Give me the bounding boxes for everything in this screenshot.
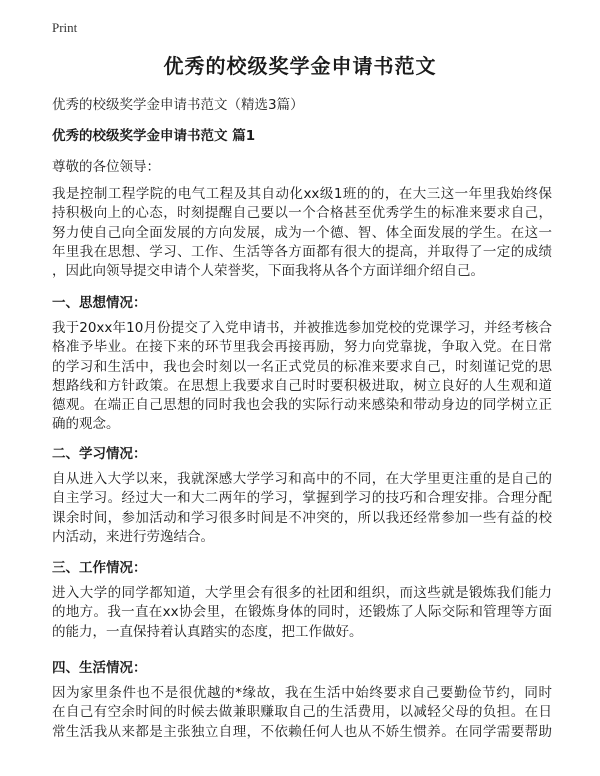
paragraph-line: 确的观念。: [52, 416, 120, 433]
paragraph-line: 的学习和生活中，我也会时刻以一名正式党员的标准来要求自己，时刻谨记党的思: [52, 358, 552, 375]
print-link[interactable]: Print: [52, 20, 78, 35]
article-heading: 优秀的校级奖学金申请书范文 篇1: [52, 128, 256, 144]
paragraph-line: 内活动，来进行劳逸结合。: [52, 528, 214, 545]
section-heading-work: 三、工作情况：: [52, 560, 147, 576]
section-paragraph-life: [52, 684, 552, 742]
section-heading-thought: 一、思想情况：: [52, 295, 147, 311]
paragraph-line: 努力使自己向全面发展的方向发展，成为一个德、智、体全面发展的学生。在这一: [52, 224, 552, 241]
paragraph-line: 自从进入大学以来，我就深感大学学习和高中的不同，在大学里更注重的是自己的: [52, 471, 552, 487]
paragraph-line: 在自己有空余时间的时候去做兼职赚取自己的生活费用，以减轻父母的负担。在日: [52, 704, 552, 721]
paragraph-line: ，因此向领导提交申请个人荣誉奖，下面我将从各个方面详细介绍自己。: [52, 263, 484, 280]
paragraph-line: 课余时间，参加活动和学习很多时间是不冲突的，所以我还经常参加一些有益的校: [52, 509, 552, 526]
paragraph-line: 我是控制工程学院的电气工程及其自动化xx级1班的的，在大三这一年里我始终保: [52, 186, 552, 202]
section-paragraph-work: [52, 584, 552, 642]
section-heading-study: 二、学习情况：: [52, 446, 147, 462]
paragraph-line: 的地方。我一直在xx协会里，在锻炼身体的同时，还锻炼了人际交际和管理等方面: [52, 604, 552, 621]
paragraph-line: 因为家里条件也不是很优越的*缘故，我在生活中始终要求自己要勤俭节约，同时: [52, 685, 552, 701]
paragraph-line: 进入大学的同学都知道，大学里会有很多的社团和组织，而这些就是锻炼我们能力: [52, 585, 552, 601]
paragraph-line: 的能力，一直保持着认真踏实的态度，把工作做好。: [52, 623, 363, 640]
paragraph-line: 想路线和方针政策。在思想上我要求自己时时要积极进取，树立良好的人生观和道: [52, 377, 552, 394]
paragraph-line: 自主学习。经过大一和大二两年的学习，掌握到学习的技巧和合理安排。合理分配: [52, 490, 552, 507]
section-paragraph-study: [52, 470, 552, 547]
document-title: 优秀的校级奖学金申请书范文: [163, 54, 437, 78]
paragraph-line: 年里我在思想、学习、工作、生活等各方面都有很大的提高，并取得了一定的成绩: [52, 243, 552, 260]
paragraph-line: 我于20xx年10月份提交了入党申请书，并被推选参加党校的党课学习，并经考核合: [52, 320, 552, 336]
paragraph-line: 格准予毕业。在接下来的环节里我会再接再励，努力向党靠拢，争取入党。在日常: [52, 339, 552, 356]
intro-paragraph: [52, 185, 552, 281]
paragraph-line: 持积极向上的心态，时刻提醒自己要以一个合格甚至优秀学生的标准来要求自己，: [52, 205, 552, 222]
section-heading-life: 四、生活情况：: [52, 660, 147, 676]
document-subtitle: 优秀的校级奖学金申请书范文（精选3篇）: [52, 97, 304, 113]
greeting: 尊敬的各位领导：: [52, 159, 160, 175]
paragraph-line: 常生活我从来都是主张独立自理，不依赖任何人也从不娇生惯养。在同学需要帮助: [52, 723, 552, 740]
paragraph-line: 德观。在端正自己思想的同时我也会我的实际行动来感染和带动身边的同学树立正: [52, 397, 552, 414]
section-paragraph-thought: [52, 319, 552, 435]
